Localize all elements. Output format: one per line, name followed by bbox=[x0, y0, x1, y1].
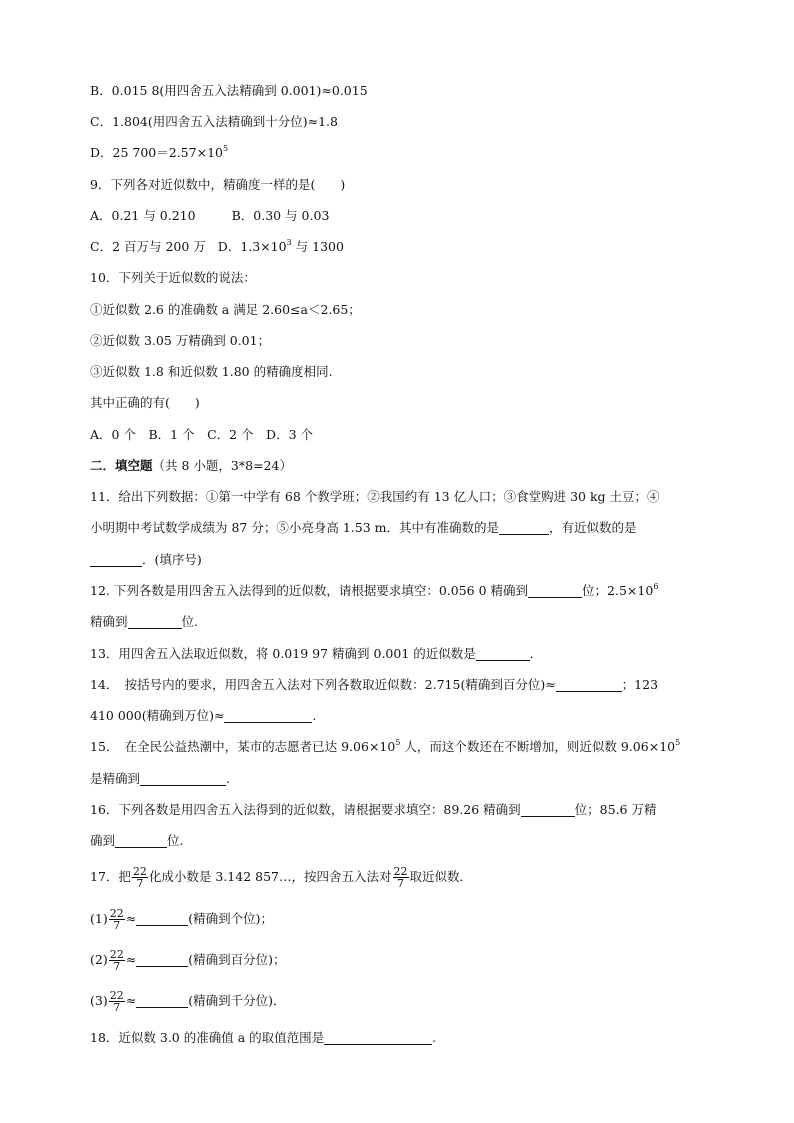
exponent: 6 bbox=[653, 582, 659, 591]
answer-blank[interactable] bbox=[521, 802, 575, 817]
answer-blank[interactable] bbox=[136, 911, 188, 926]
q16-line-2: 确到 位. bbox=[90, 833, 184, 848]
answer-blank[interactable] bbox=[476, 646, 530, 661]
exponent: 5 bbox=[675, 738, 681, 747]
q9-options-ab: A．0.21 与 0.210 B．0.30 与 0.03 bbox=[90, 208, 330, 223]
q15-line-2: 是精确到 . bbox=[90, 771, 230, 786]
q12-line-1: 12. 下列各数是用四舍五入法得到的近似数，请根据要求填空：0.056 0 精确到 位；$2.5\times 10^6$ bbox=[90, 582, 659, 598]
q15-line-1: 15． 在全民公益热潮中，某市的志愿者已达 $9.06\times 10^5$ 人，而这个数还在不断增加，则近似数 $9.06\times 10^5$ bbox=[90, 738, 681, 754]
q18: 18．近似数 3.0 的准确值 a 的取值范围是 . bbox=[90, 1030, 437, 1045]
q10-options: A．0 个 B．1 个 C．2 个 D．3 个 bbox=[90, 427, 314, 442]
exponent: 3 bbox=[286, 238, 292, 247]
answer-blank[interactable] bbox=[115, 833, 167, 848]
fraction: $\frac{22}{7}$ bbox=[109, 989, 124, 1014]
q10-ask: 其中正确的有( ) bbox=[90, 395, 200, 410]
answer-blank[interactable] bbox=[90, 552, 142, 567]
q17-stem: 17．把 $\frac{22}{7}$ 化成小数是 3.142 857…，按四舍五入法对 $\frac{22}{7}$ 取近似数． bbox=[90, 865, 473, 890]
q12-line-2: 精确到 位. bbox=[90, 614, 198, 629]
exponent: 5 bbox=[222, 144, 229, 153]
q10-statement-2: ②近似数 3.05 万精确到 0.01； bbox=[90, 333, 271, 348]
q13: 13．用四舍五入法取近似数，将 0.019 97 精确到 0.001 的近似数是 ． bbox=[90, 646, 543, 661]
answer-blank[interactable] bbox=[136, 993, 188, 1008]
answer-blank[interactable] bbox=[528, 583, 582, 598]
q14-line-1: 14． 按括号内的要求，用四舍五入法对下列各数取近似数：2.715(精确到百分位)≈ ；123 bbox=[90, 677, 659, 692]
fraction: $\frac{22}{7}$ bbox=[109, 948, 124, 973]
q17-part-3: (3) $\frac{22}{7}$ ≈ (精确到千分位)． bbox=[90, 989, 286, 1014]
q11-line-2: 小明期中考试数学成绩为 87 分；⑤小亮身高 1.53 m．其中有准确数的是 ，有近似数的是 bbox=[90, 520, 637, 535]
answer-blank[interactable] bbox=[324, 1030, 432, 1045]
fraction: $\frac{22}{7}$ bbox=[393, 865, 408, 890]
q9-stem: 9．下列各对近似数中，精确度一样的是( ) bbox=[90, 177, 346, 192]
q16-line-1: 16．下列各数是用四舍五入法得到的近似数，请根据要求填空：89.26 精确到 位；85.6 万精 bbox=[90, 802, 657, 817]
answer-blank[interactable] bbox=[128, 614, 182, 629]
q10-statement-1: ①近似数 2.6 的准确数 a 满足 2.60≤a＜2.65； bbox=[90, 302, 361, 317]
answer-blank[interactable] bbox=[140, 771, 226, 786]
answer-blank[interactable] bbox=[499, 520, 549, 535]
section-heading: 二．填空题（共 8 小题，3*8=24） bbox=[90, 458, 292, 473]
q8-option-b: B．0.015 8(用四舍五入法精确到 0.001)≈0.015 bbox=[90, 83, 368, 98]
fraction: $\frac{22}{7}$ bbox=[109, 907, 124, 932]
q8-option-c: C．1.804(用四舍五入法精确到十分位)≈1.8 bbox=[90, 114, 338, 129]
answer-blank[interactable] bbox=[136, 952, 188, 967]
answer-blank[interactable] bbox=[224, 708, 312, 723]
q10-statement-3: ③近似数 1.8 和近似数 1.80 的精确度相同. bbox=[90, 364, 333, 379]
exponent: 5 bbox=[395, 738, 401, 747]
q17-part-2: (2) $\frac{22}{7}$ ≈ (精确到百分位)； bbox=[90, 948, 286, 973]
q14-line-2: 410 000(精确到万位)≈ . bbox=[90, 708, 317, 723]
q8-option-d: D．25 $700=2.57\times 10^5$ bbox=[90, 144, 229, 160]
fraction: $\frac{22}{7}$ bbox=[132, 865, 147, 890]
q11-line-3: ．(填序号) bbox=[90, 550, 202, 570]
q11-line-1: 11．给出下列数据：①第一中学有 68 个教学班；②我国约有 13 亿人口；③食堂购进 30 kg 土豆；④ bbox=[90, 489, 660, 504]
q9-options-cd: C．2 百万与 200 万 D．$1.3\times 10^3$ 与 1300 bbox=[90, 238, 344, 254]
q17-part-1: (1) $\frac{22}{7}$ ≈ (精确到个位)； bbox=[90, 907, 273, 932]
q10-stem: 10．下列关于近似数的说法： bbox=[90, 270, 256, 285]
answer-blank[interactable] bbox=[556, 677, 622, 692]
